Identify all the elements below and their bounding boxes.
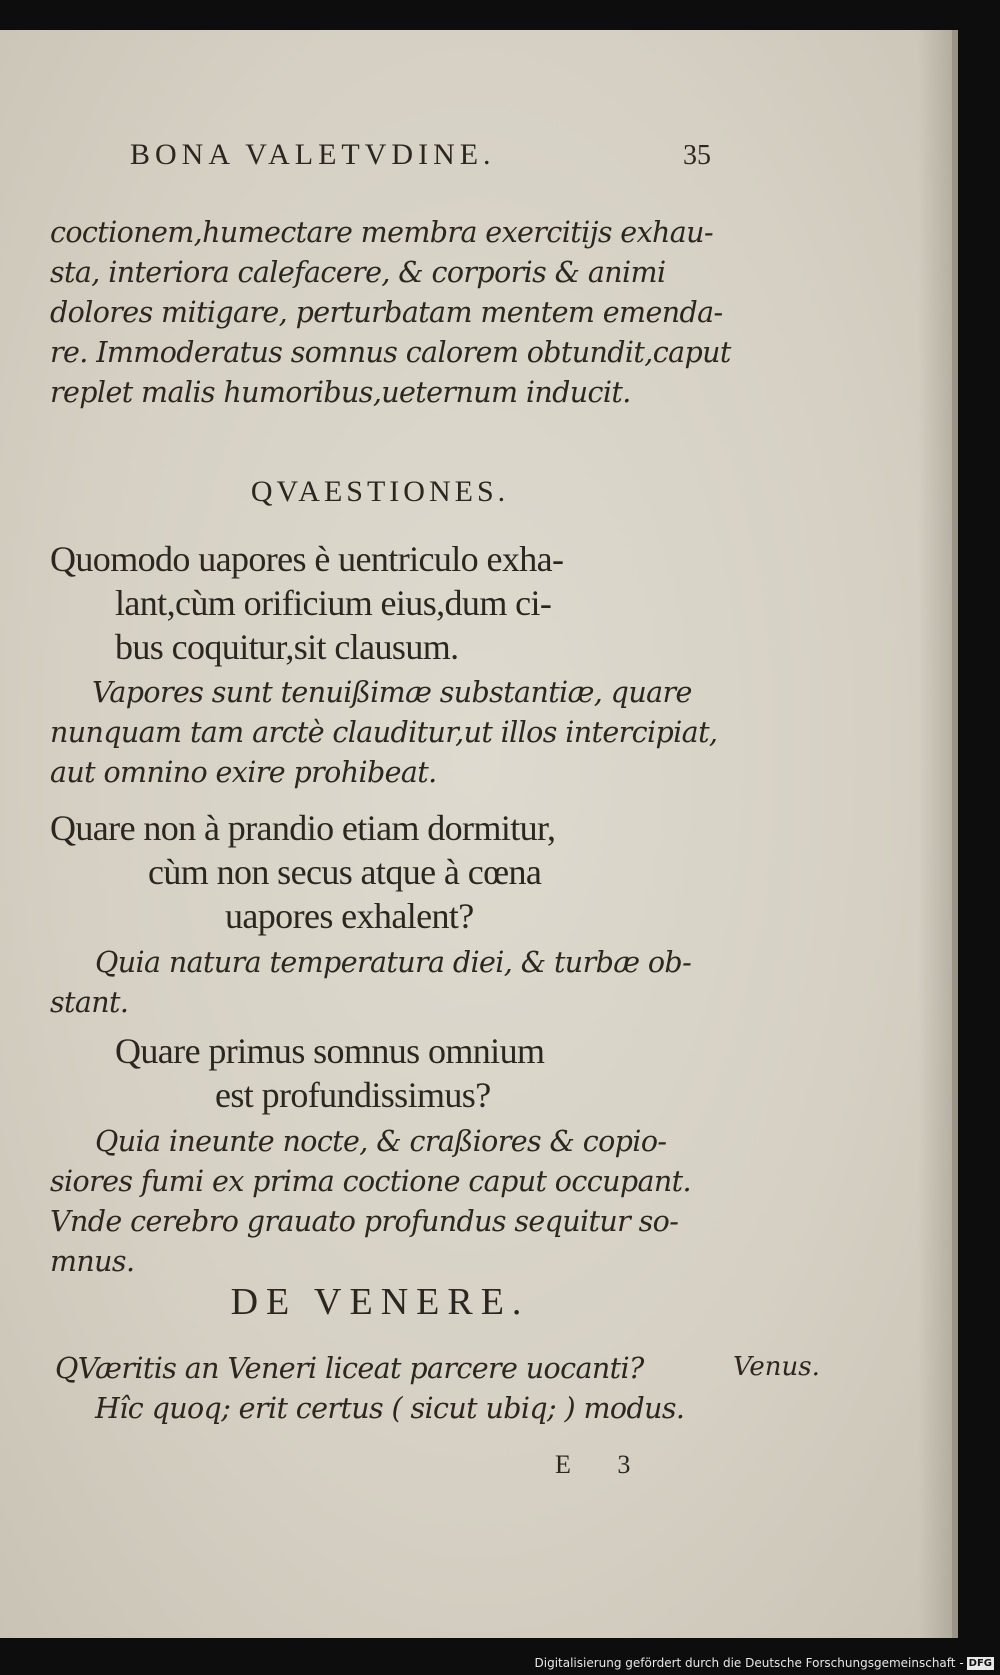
dfg-logo-badge: DFG bbox=[968, 1658, 992, 1669]
verse-line: QVæritis an Veneri liceat parcere uocanti? bbox=[55, 1352, 644, 1385]
section-heading: QVAESTIONES. bbox=[250, 475, 510, 508]
answer-line: Vnde cerebro grauato profundus sequitur so- bbox=[50, 1205, 679, 1238]
verse-line: Hîc quoq; erit certus ( sicut ubiq; ) modus. bbox=[95, 1392, 685, 1425]
question-line: lant,cùm orificium eius,dum ci- bbox=[115, 583, 552, 623]
page-edge-shadow bbox=[918, 30, 958, 1638]
answer-line: mnus. bbox=[50, 1245, 135, 1278]
text-line: dolores mitigare, perturbatam mentem emenda- bbox=[50, 296, 723, 329]
answer-line: aut omnino exire prohibeat. bbox=[50, 756, 437, 789]
text-line: re. Immoderatus somnus calorem obtundit,caput bbox=[50, 336, 731, 369]
answer-line: Vapores sunt tenuißimæ substantiæ, quare bbox=[92, 676, 692, 709]
question-line: est profundissimus? bbox=[215, 1075, 491, 1115]
answer-line: siores fumi ex prima coctione caput occupant. bbox=[50, 1165, 691, 1198]
answer-line: nunquam tam arctè clauditur,ut illos intercipiat, bbox=[50, 716, 718, 749]
digitization-credit bbox=[0, 1652, 994, 1675]
question-line: Quomodo uapores è uentriculo exha- bbox=[50, 539, 564, 579]
question-line: Quare non à prandio etiam dormitur, bbox=[50, 808, 556, 848]
question-line: bus coquitur,sit clausum. bbox=[115, 627, 459, 667]
book-page bbox=[0, 30, 958, 1638]
signature-mark: E 3 bbox=[555, 1450, 651, 1479]
answer-line: Quia ineunte nocte, & craßiores & copio- bbox=[95, 1125, 667, 1158]
text-line: coctionem,humectare membra exercitijs exhau- bbox=[50, 216, 713, 249]
page-number: 35 bbox=[683, 140, 711, 171]
question-line: cùm non secus atque à cœna bbox=[148, 852, 542, 892]
answer-line: Quia natura temperatura diei, & turbæ ob- bbox=[95, 946, 692, 979]
answer-line: stant. bbox=[50, 986, 129, 1019]
text-line: replet malis humoribus,ueternum inducit. bbox=[50, 376, 631, 409]
running-head: BONA VALETVDINE. bbox=[130, 138, 496, 171]
section-heading: DE VENERE. bbox=[230, 1281, 530, 1323]
question-line: Quare primus somnus omnium bbox=[115, 1031, 545, 1071]
margin-note: Venus. bbox=[733, 1352, 820, 1382]
text-line: sta, interiora calefacere, & corporis & animi bbox=[50, 256, 666, 289]
question-line: uapores exhalent? bbox=[225, 896, 474, 936]
credit-text: Digitalisierung gefördert durch die Deutsche Forschungsgemeinschaft - bbox=[534, 1656, 964, 1670]
